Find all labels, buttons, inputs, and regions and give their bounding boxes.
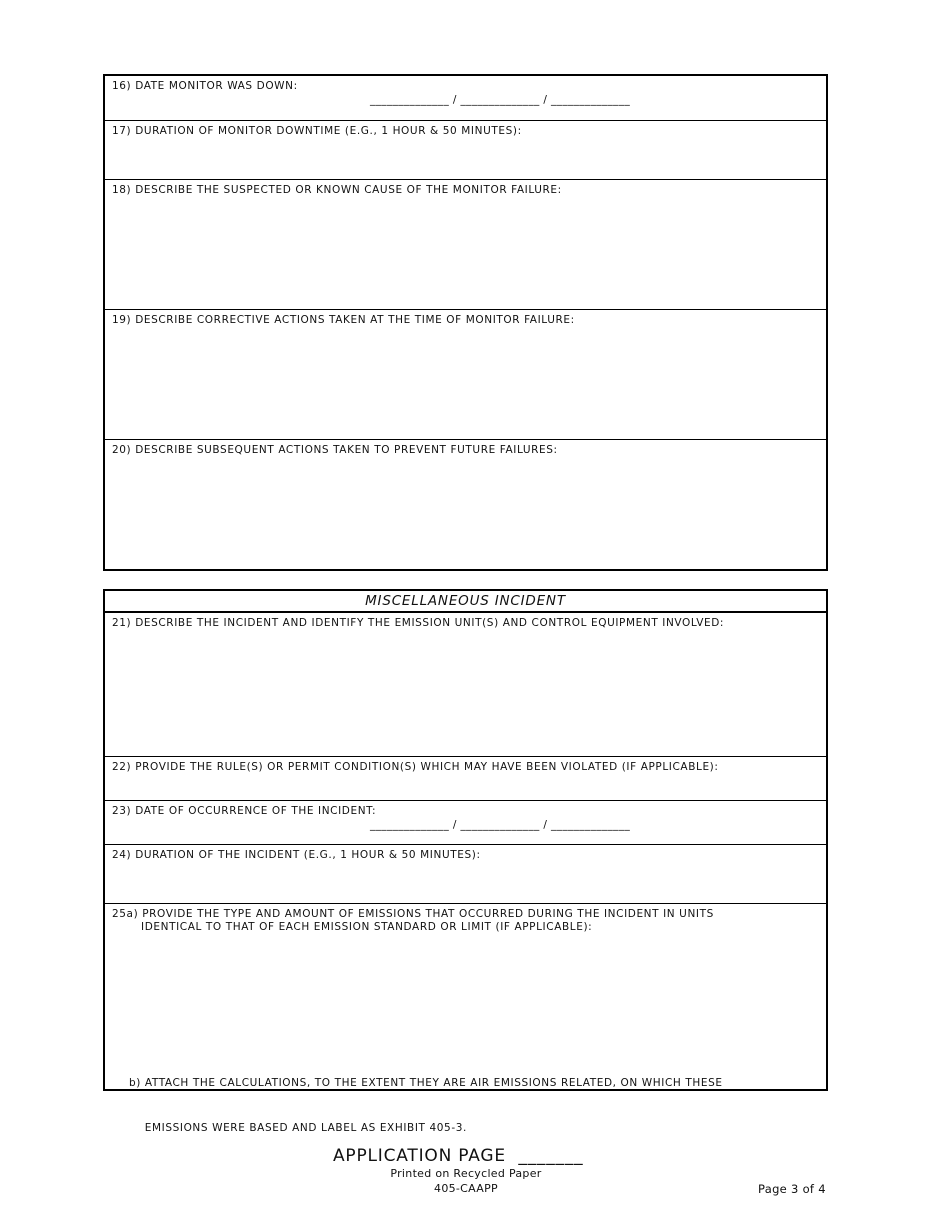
q19-label: 19) DESCRIBE CORRECTIVE ACTIONS TAKEN AT THE TIME OF MONITOR FAILURE: xyxy=(112,314,575,326)
q24-duration-incident[interactable] xyxy=(105,845,826,904)
q24-label: 24) DURATION OF THE INCIDENT (E.G., 1 HOUR & 50 MINUTES): xyxy=(112,849,481,861)
q21-describe-incident[interactable] xyxy=(105,613,826,757)
q18-label: 18) DESCRIBE THE SUSPECTED OR KNOWN CAUSE OF THE MONITOR FAILURE: xyxy=(112,184,562,196)
section-title: MISCELLANEOUS INCIDENT xyxy=(105,591,826,613)
form-number: 405-CAAPP xyxy=(434,1182,498,1195)
monitor-downtime-section xyxy=(103,74,828,571)
q16-date-monitor-down[interactable] xyxy=(105,76,826,121)
q22-rules-violated[interactable] xyxy=(105,757,826,801)
q16-label: 16) DATE MONITOR WAS DOWN: xyxy=(112,80,298,92)
q20-label: 20) DESCRIBE SUBSEQUENT ACTIONS TAKEN TO PREVENT FUTURE FAILURES: xyxy=(112,444,558,456)
page-number: Page 3 of 4 xyxy=(758,1182,826,1196)
q23-date-occurrence[interactable] xyxy=(105,801,826,845)
q16-date-field[interactable]: ______________ / ______________ / ______________ xyxy=(370,94,631,106)
recycled-paper-note: Printed on Recycled Paper xyxy=(390,1167,542,1180)
application-page-label: APPLICATION PAGE _______ xyxy=(333,1146,584,1166)
q18-cause-failure[interactable] xyxy=(105,180,826,310)
q21-label: 21) DESCRIBE THE INCIDENT AND IDENTIFY THE EMISSION UNIT(S) AND CONTROL EQUIPMENT INVOLVED: xyxy=(112,617,725,629)
q22-label: 22) PROVIDE THE RULE(S) OR PERMIT CONDITION(S) WHICH MAY HAVE BEEN VIOLATED (IF APPLICABLE): xyxy=(112,761,719,773)
q17-duration-downtime[interactable] xyxy=(105,121,826,180)
q23-date-field[interactable]: ______________ / ______________ / ______________ xyxy=(370,819,631,831)
q25b-label-line2: EMISSIONS WERE BASED AND LABEL AS EXHIBIT 405-3. xyxy=(129,1122,467,1134)
q25a-label-line1: 25a) PROVIDE THE TYPE AND AMOUNT OF EMISSIONS THAT OCCURRED DURING THE INCIDENT IN UNITS xyxy=(112,908,714,920)
q17-label: 17) DURATION OF MONITOR DOWNTIME (E.G., 1 HOUR & 50 MINUTES): xyxy=(112,125,522,137)
q25a-label-line2: IDENTICAL TO THAT OF EACH EMISSION STANDARD OR LIMIT (IF APPLICABLE): xyxy=(141,921,593,933)
q25b-label-line1: b) ATTACH THE CALCULATIONS, TO THE EXTENT THEY ARE AIR EMISSIONS RELATED, ON WHICH THESE xyxy=(129,1077,723,1089)
q25-emissions[interactable] xyxy=(105,904,826,1134)
q23-label: 23) DATE OF OCCURRENCE OF THE INCIDENT: xyxy=(112,805,377,817)
q20-subsequent-actions[interactable] xyxy=(105,440,826,569)
miscellaneous-incident-section xyxy=(103,589,828,1134)
q19-corrective-actions[interactable] xyxy=(105,310,826,440)
